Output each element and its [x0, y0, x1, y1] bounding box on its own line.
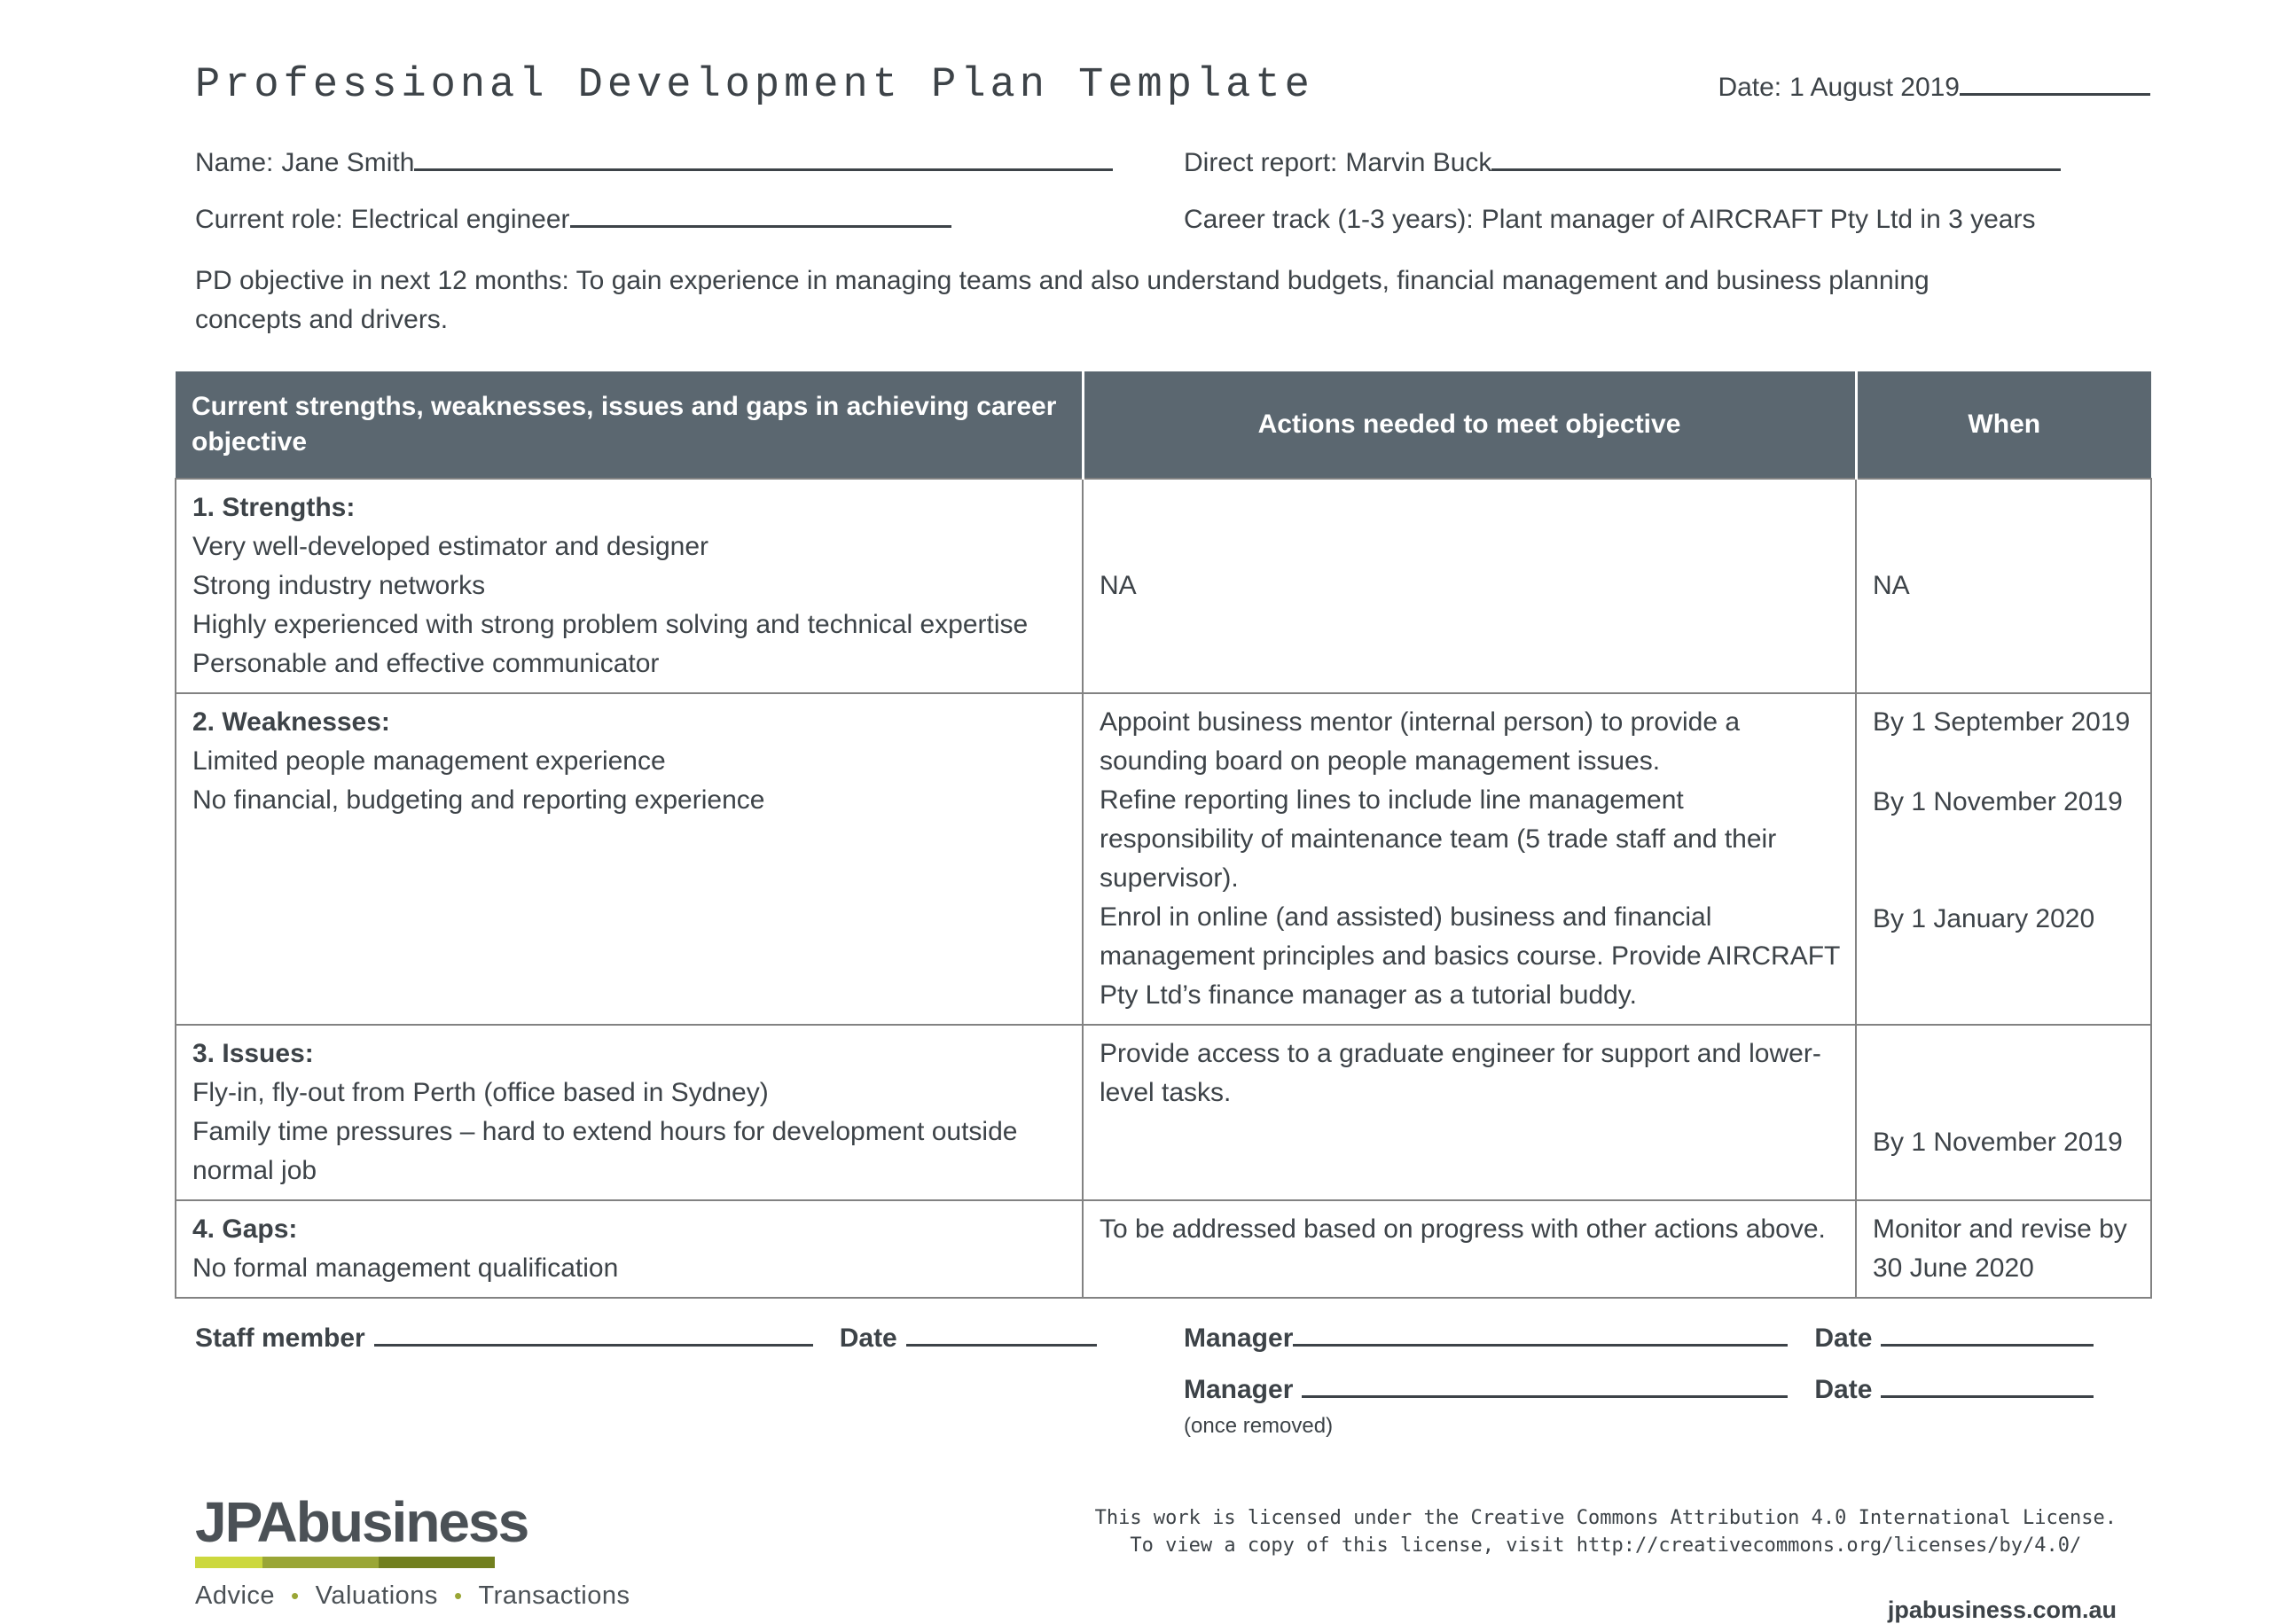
career-track-field	[1184, 205, 2150, 235]
date-value: 1 August 2019	[1789, 73, 1960, 102]
footer-right	[1095, 1494, 2117, 1624]
current-role-blank-line	[570, 225, 951, 228]
strengths-item: Very well-developed estimator and designer	[192, 532, 708, 561]
company-logo	[195, 1490, 630, 1611]
logo-bar-segment	[379, 1557, 495, 1568]
staff-date-line	[906, 1344, 1097, 1347]
column-header-actions: Actions needed to meet objective	[1083, 371, 1856, 479]
direct-report-blank-line	[1491, 168, 2061, 171]
license-line: To view a copy of this license, visit http://creativecommons.org/licenses/by/4.0/	[1130, 1534, 2082, 1557]
issues-item: Fly-in, fly-out from Perth (office based in Sydney)	[192, 1078, 769, 1107]
direct-report-field	[1184, 148, 2150, 178]
table-row-strengths	[176, 479, 2151, 693]
logo-bar-segment	[262, 1557, 379, 1568]
weaknesses-actions-cell	[1083, 693, 1856, 1025]
actions-text: Appoint business mentor (internal person) to provide a sounding board on people management issues.	[1100, 707, 1741, 776]
date-label: Date:	[1718, 73, 1782, 102]
date-label: Date	[839, 1323, 897, 1353]
when-text: By 1 January 2020	[1873, 904, 2095, 933]
current-role-label: Current role:	[195, 205, 343, 234]
once-removed-note: (once removed)	[1184, 1414, 1334, 1438]
gaps-title: 4. Gaps:	[192, 1214, 298, 1244]
when-text: By 1 November 2019	[1873, 787, 2123, 816]
current-role-value: Electrical engineer	[350, 205, 570, 234]
tagline-word: Valuations	[315, 1581, 438, 1610]
table-row-gaps	[176, 1200, 2151, 1298]
license-line: This work is licensed under the Creative Commons Attribution 4.0 International License.	[1094, 1507, 2117, 1529]
gaps-when-cell	[1856, 1200, 2151, 1298]
info-grid	[195, 148, 2150, 235]
when-text: By 1 September 2019	[1873, 707, 2131, 737]
manager2-signature-line	[1302, 1395, 1788, 1398]
logo-wordmark: JPAbusiness	[195, 1490, 528, 1554]
table-header-row	[176, 371, 2151, 479]
manager2-date-line	[1881, 1395, 2094, 1398]
career-track-value: Plant manager of AIRCRAFT Pty Ltd in 3 years	[1481, 205, 2036, 234]
strengths-actions-cell	[1083, 479, 1856, 693]
issues-category-cell	[176, 1025, 1083, 1200]
direct-report-label: Direct report:	[1184, 148, 1338, 177]
page-title: Professional Development Plan Template	[195, 62, 1314, 109]
gaps-item: No formal management qualification	[192, 1253, 619, 1283]
weaknesses-title: 2. Weaknesses:	[192, 707, 390, 737]
issues-title: 3. Issues:	[192, 1039, 314, 1068]
pd-objective: PD objective in next 12 months: To gain experience in managing teams and also understand budgets, financial management and business planning concepts and drivers.	[195, 266, 1930, 334]
title-row	[195, 62, 2150, 109]
manager-label: Manager	[1184, 1323, 1294, 1353]
date-label: Date	[1814, 1375, 1873, 1404]
column-header-when: When	[1856, 371, 2151, 479]
weaknesses-item: No financial, budgeting and reporting experience	[192, 785, 765, 815]
staff-signature-row	[195, 1323, 1184, 1354]
issues-when-cell	[1856, 1025, 2151, 1200]
actions-text: Refine reporting lines to include line management responsibility of maintenance team (5 trade staff and their supervisor).	[1100, 785, 1777, 893]
tagline-bullet-icon: •	[453, 1582, 463, 1609]
manager2-signature-group	[1184, 1375, 2150, 1439]
staff-signature-line	[374, 1344, 813, 1347]
strengths-title: 1. Strengths:	[192, 493, 356, 522]
website-text: jpabusiness.com.au	[1887, 1597, 2117, 1623]
tagline-word: Advice	[195, 1581, 276, 1610]
manager2-signature-row	[1184, 1375, 2150, 1405]
actions-text: NA	[1100, 571, 1137, 600]
when-text: Monitor and revise by 30 June 2020	[1873, 1214, 2127, 1283]
issues-item: Family time pressures – hard to extend hours for development outside normal job	[192, 1117, 1018, 1185]
strengths-item: Highly experienced with strong problem solving and technical expertise	[192, 610, 1029, 639]
manager-signature-row	[1184, 1323, 2150, 1354]
date-label: Date	[1814, 1323, 1873, 1353]
strengths-item: Personable and effective communicator	[192, 649, 660, 678]
logo-bar	[195, 1557, 495, 1568]
table-row-weaknesses	[176, 693, 2151, 1025]
weaknesses-item: Limited people management experience	[192, 746, 666, 776]
tagline-bullet-icon: •	[291, 1582, 300, 1609]
date-field	[1718, 73, 2150, 103]
actions-text: Provide access to a graduate engineer for support and lower-level tasks.	[1100, 1039, 1821, 1107]
manager-signature-line	[1293, 1344, 1788, 1347]
when-text: By 1 November 2019	[1873, 1128, 2123, 1157]
tagline-word: Transactions	[478, 1581, 630, 1610]
strengths-category-cell	[176, 479, 1083, 693]
signature-block	[195, 1323, 2150, 1439]
staff-member-label: Staff member	[195, 1323, 365, 1353]
strengths-when-cell	[1856, 479, 2151, 693]
logo-tagline	[195, 1581, 630, 1611]
signature-spacer	[195, 1375, 1184, 1439]
name-value: Jane Smith	[281, 148, 415, 177]
when-text: NA	[1873, 571, 1910, 600]
table-row-issues	[176, 1025, 2151, 1200]
logo-bar-segment	[195, 1557, 262, 1568]
manager-date-line	[1881, 1344, 2094, 1347]
direct-report-value: Marvin Buck	[1345, 148, 1492, 177]
actions-text: Enrol in online (and assisted) business and financial management principles and basics course. Provide AIRCRAFT Pty Ltd’s finance manager as a tutorial buddy.	[1100, 902, 1840, 1010]
current-role-field	[195, 205, 1184, 235]
manager-once-removed-label: Manager	[1184, 1375, 1294, 1404]
issues-actions-cell	[1083, 1025, 1856, 1200]
page-footer	[195, 1490, 2150, 1624]
name-label: Name:	[195, 148, 274, 177]
weaknesses-category-cell	[176, 693, 1083, 1025]
strengths-item: Strong industry networks	[192, 571, 486, 600]
name-field	[195, 148, 1184, 178]
actions-text: To be addressed based on progress with other actions above.	[1100, 1214, 1826, 1244]
gaps-category-cell	[176, 1200, 1083, 1298]
weaknesses-when-cell	[1856, 693, 2151, 1025]
date-blank-line	[1960, 93, 2150, 96]
column-header-strengths: Current strengths, weaknesses, issues and gaps in achieving career objective	[176, 371, 1083, 479]
name-blank-line	[414, 168, 1113, 171]
career-track-label: Career track (1-3 years):	[1184, 205, 1474, 234]
license-notice	[1095, 1504, 2117, 1559]
gaps-actions-cell	[1083, 1200, 1856, 1298]
pd-plan-table	[175, 371, 2152, 1299]
